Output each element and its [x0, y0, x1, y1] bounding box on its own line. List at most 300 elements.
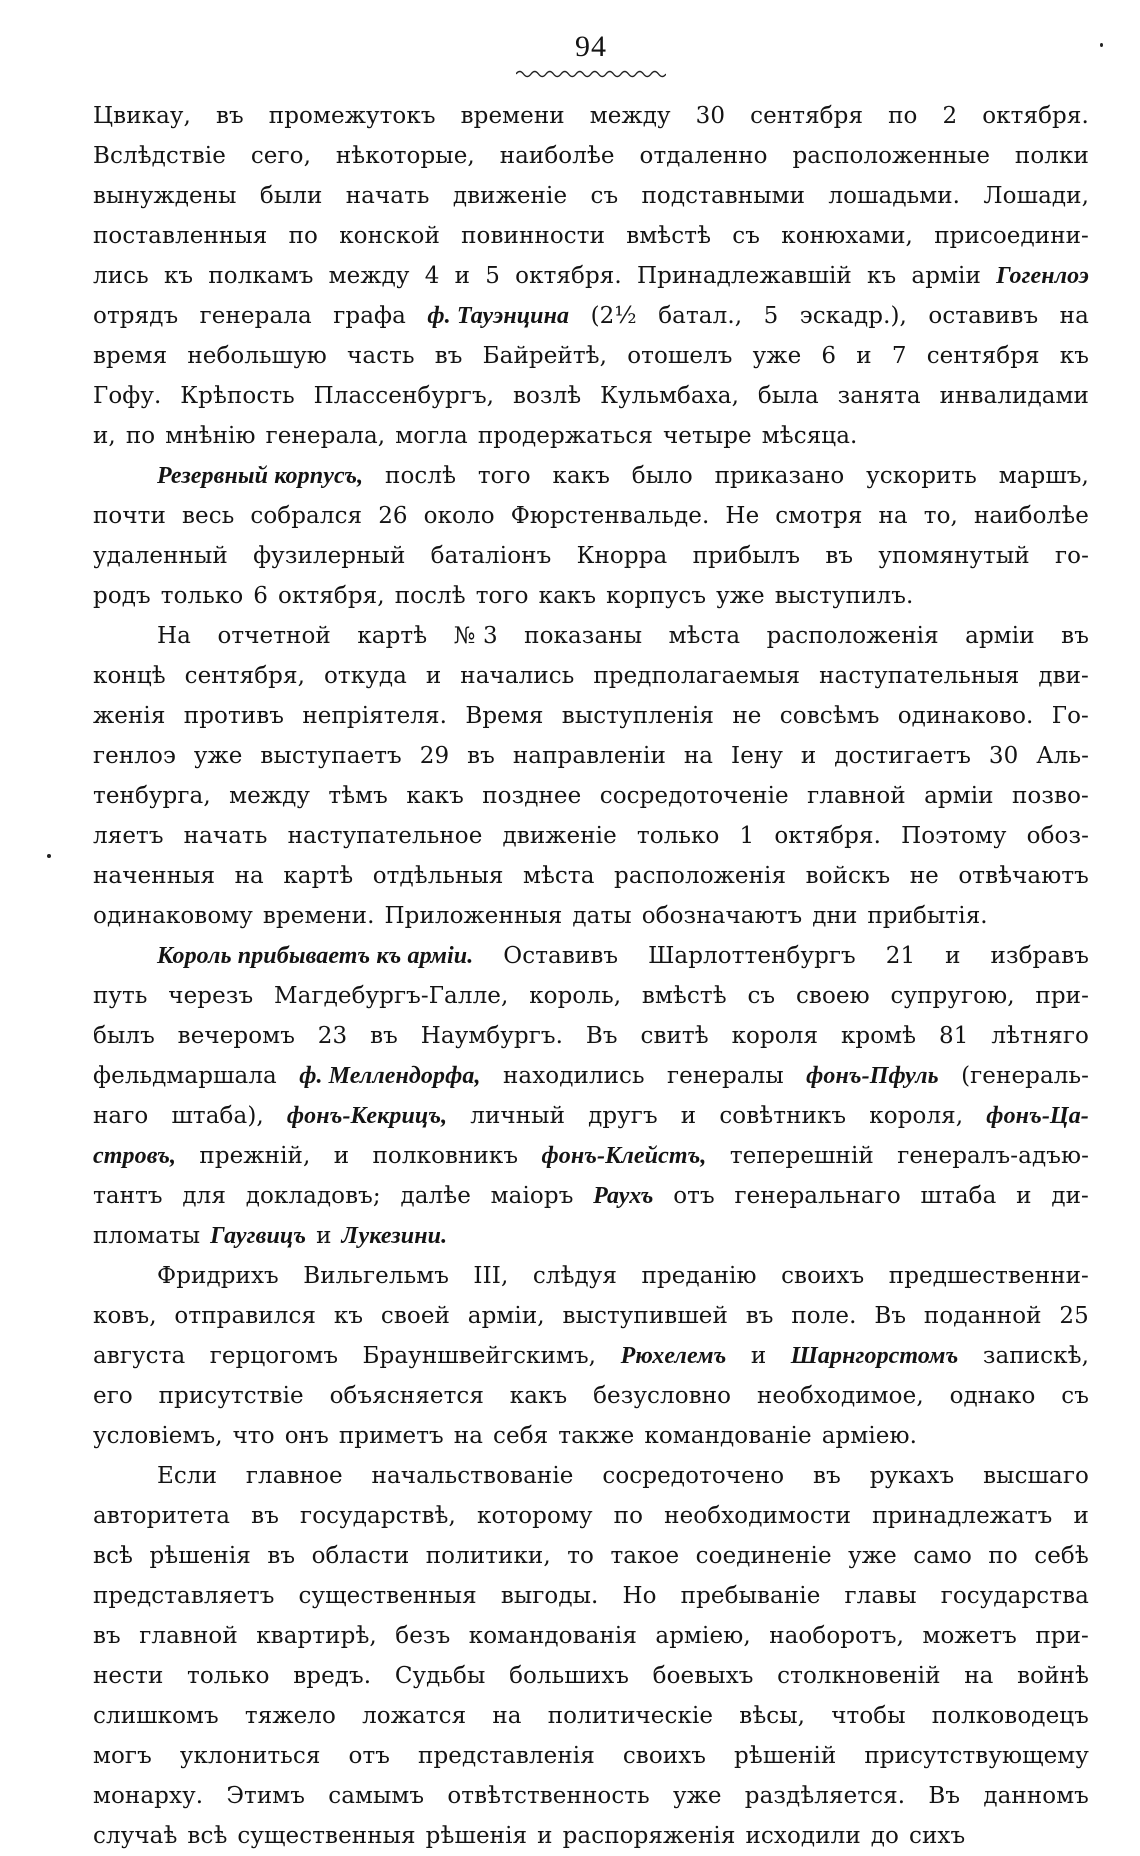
word: концѣ — [93, 663, 166, 689]
word: отвѣчаютъ — [958, 863, 1089, 889]
word: наченныя — [93, 863, 216, 889]
word: вынуждены — [93, 183, 237, 209]
paragraph — [93, 936, 1089, 1256]
word: арміею, — [655, 1623, 751, 1649]
text-line — [93, 336, 1089, 376]
text-line — [93, 376, 1089, 416]
word: отвѣтственность — [447, 1783, 650, 1809]
word: присутствующему — [864, 1743, 1089, 1769]
text-line — [93, 296, 1089, 336]
word: одинаковому — [93, 903, 253, 929]
word: съ — [747, 983, 776, 1009]
word: слишкомъ — [93, 1703, 219, 1729]
text-line — [93, 936, 1089, 976]
word: даты — [572, 903, 632, 929]
word: своихъ — [622, 1743, 707, 1769]
word: такое — [610, 1543, 680, 1569]
text-line — [93, 856, 1089, 896]
word: вѣсы, — [739, 1703, 806, 1729]
text-line — [93, 1336, 1089, 1376]
word: мѣсяца. — [761, 423, 858, 449]
word: около — [423, 503, 495, 529]
word: генералы — [666, 1063, 784, 1089]
word: государствѣ, — [300, 1503, 456, 1529]
word: и — [425, 663, 442, 689]
word: октября. — [515, 263, 622, 289]
text-line — [93, 1376, 1089, 1416]
word: по — [613, 1503, 644, 1529]
word: Наумбургъ. — [420, 1023, 564, 1049]
word: октября, — [278, 583, 385, 609]
word: подставными — [641, 183, 806, 209]
word: ложатся — [362, 1703, 467, 1729]
word: и — [316, 1223, 332, 1249]
word: и — [333, 1143, 350, 1169]
word: слѣдуя — [532, 1263, 618, 1289]
word: повинности — [461, 223, 606, 249]
word: необходимости — [664, 1503, 852, 1529]
word: рукахъ — [869, 1463, 955, 1489]
text-line — [93, 616, 1089, 656]
word: вмѣстѣ — [641, 983, 727, 1009]
word: монарху. — [93, 1783, 204, 1809]
word: Крѣпость — [180, 383, 295, 409]
word: Цвикау, — [93, 103, 191, 129]
word: промежутокъ — [268, 103, 436, 129]
word: главной — [807, 783, 906, 809]
word: продержаться — [477, 423, 653, 449]
italic-word: Раухъ — [593, 1183, 654, 1209]
word: Принадлежавшій — [637, 263, 852, 289]
text-line — [93, 256, 1089, 296]
italic-word: Резервный корпусъ, — [157, 463, 364, 489]
text-line — [93, 536, 1089, 576]
word: вечеромъ — [177, 1023, 295, 1049]
word: Брауншвейгскимъ, — [362, 1343, 597, 1369]
word: начались — [460, 663, 575, 689]
word: соединеніе — [695, 1543, 832, 1569]
word: прибылъ — [692, 543, 801, 569]
word: въ — [370, 1023, 398, 1049]
word: данномъ — [983, 1783, 1089, 1809]
word: фузилерный — [253, 543, 406, 569]
word: только — [187, 1663, 270, 1689]
text-line — [93, 96, 1089, 136]
word: полкамъ — [208, 263, 314, 289]
word: выгоды. — [500, 1583, 599, 1609]
word: распоряженія — [562, 1823, 736, 1849]
word: себѣ — [1034, 1543, 1089, 1569]
word: времени. — [262, 903, 375, 929]
word: баталіонъ — [430, 543, 552, 569]
text-line — [93, 1136, 1089, 1176]
word: почти — [93, 503, 166, 529]
word: то — [567, 1543, 594, 1569]
word: съ — [1061, 1383, 1089, 1409]
word: небольшую — [187, 343, 327, 369]
word: на — [683, 743, 714, 769]
text-line — [93, 1096, 1089, 1136]
word: войнѣ — [1017, 1663, 1089, 1689]
word: совсѣмъ — [779, 703, 880, 729]
word: удаленный — [93, 543, 228, 569]
word: авторитета — [93, 1503, 231, 1529]
word: и, — [93, 423, 116, 449]
word: на — [1059, 303, 1089, 329]
word: отдѣльныя — [372, 863, 504, 889]
word: отрядъ — [93, 303, 179, 329]
word: на — [453, 1423, 484, 1449]
word: генлоэ — [93, 743, 176, 769]
word: занята — [837, 383, 921, 409]
word: нѣкоторые, — [335, 143, 475, 169]
text-line — [93, 816, 1089, 856]
word: батал., — [658, 303, 743, 329]
paragraph — [93, 456, 1089, 616]
word: Поэтому — [901, 823, 1007, 849]
word: по — [988, 1543, 1018, 1569]
text-line — [93, 136, 1089, 176]
word: могъ — [93, 1743, 152, 1769]
word: нести — [93, 1663, 164, 1689]
paragraph — [93, 1256, 1089, 1456]
word: позднее — [482, 783, 582, 809]
word: послѣ — [394, 583, 466, 609]
word: На — [157, 623, 191, 649]
word: при- — [1035, 983, 1089, 1009]
word: въ — [1061, 623, 1089, 649]
word: государства — [940, 1583, 1089, 1609]
word: откуда — [323, 663, 407, 689]
word: столкновеній — [777, 1663, 941, 1689]
word: Гофу. — [93, 383, 162, 409]
word: оставивъ — [928, 303, 1039, 329]
word: какъ — [552, 463, 610, 489]
word: какъ — [406, 783, 464, 809]
word: къ — [867, 263, 897, 289]
word: далѣе — [400, 1183, 471, 1209]
word: арміи — [924, 783, 994, 809]
word: уже — [193, 743, 243, 769]
word: и — [800, 743, 817, 769]
word: король, — [529, 983, 622, 1009]
text-line — [93, 176, 1089, 216]
word: часть — [347, 343, 415, 369]
word: могла — [395, 423, 468, 449]
word: рѣшенія — [149, 1543, 251, 1569]
word: эскадр.), — [799, 303, 907, 329]
word: существенныя — [298, 1583, 477, 1609]
word: лись — [93, 263, 149, 289]
word: своей — [380, 1303, 450, 1329]
word: и — [1016, 1183, 1032, 1209]
word: того — [475, 583, 529, 609]
word: противъ — [183, 703, 285, 729]
word: по — [125, 423, 156, 449]
word: необходимое, — [756, 1383, 924, 1409]
word: полководецъ — [931, 1703, 1089, 1729]
word: политики, — [425, 1543, 551, 1569]
word: 5 — [763, 303, 779, 329]
italic-word: Король прибываетъ къ арміи. — [157, 943, 474, 969]
word: и — [537, 1823, 553, 1849]
text-line — [93, 416, 1089, 456]
text-line — [93, 776, 1089, 816]
wavy-rule-ornament — [516, 68, 666, 80]
word: мѣста — [668, 623, 741, 649]
italic-word: Шарнгорстомъ — [790, 1343, 959, 1369]
text-line — [93, 976, 1089, 1016]
word: лошадьми. — [828, 183, 961, 209]
word: къ — [333, 1303, 364, 1329]
word: однако — [949, 1383, 1036, 1409]
word: инвалидами — [939, 383, 1089, 409]
word: 4 — [424, 263, 440, 289]
word: какъ — [538, 583, 597, 609]
word: го- — [1054, 543, 1089, 569]
word: тѣмъ — [328, 783, 388, 809]
book-page — [93, 0, 1089, 1849]
word: генерала — [199, 303, 312, 329]
word: поданной — [923, 1303, 1042, 1329]
word: на — [964, 1663, 994, 1689]
paragraph — [93, 96, 1089, 456]
word: безусловно — [593, 1383, 732, 1409]
word: до — [870, 1823, 899, 1849]
word: которому — [476, 1503, 593, 1529]
word: 5 — [485, 263, 500, 289]
word: вредъ. — [293, 1663, 372, 1689]
word: весь — [181, 503, 235, 529]
text-line — [93, 1176, 1089, 1216]
word: отдаленно — [639, 143, 768, 169]
word: 26 — [378, 503, 408, 529]
text-line — [93, 456, 1089, 496]
word: отправился — [174, 1303, 317, 1329]
word: (2½ — [590, 303, 637, 329]
word: Магдебургъ-Галле, — [273, 983, 509, 1009]
word: конской — [339, 223, 440, 249]
word: Аль- — [1036, 743, 1089, 769]
text-line — [93, 736, 1089, 776]
word: сосредоточеніе — [599, 783, 789, 809]
word: выступилъ. — [774, 583, 914, 609]
word: отъ — [673, 1183, 715, 1209]
word: пломаты — [93, 1223, 201, 1249]
text-line — [93, 1616, 1089, 1656]
word: уже — [752, 343, 802, 369]
word: ускорить — [866, 463, 977, 489]
word: № 3 — [453, 623, 498, 649]
italic-word: стровъ, — [93, 1143, 177, 1169]
word: къ — [1059, 343, 1089, 369]
word: само — [913, 1543, 972, 1569]
word: III, — [473, 1263, 509, 1289]
text-line — [93, 696, 1089, 736]
word: супругою, — [890, 983, 1015, 1009]
word: расположенія — [766, 623, 939, 649]
word: онъ — [284, 1423, 329, 1449]
text-line — [93, 656, 1089, 696]
word: Не — [725, 503, 760, 529]
word: арміею. — [821, 1423, 918, 1449]
word: 29 — [419, 743, 450, 769]
word: поле. — [791, 1303, 857, 1329]
word: личный — [470, 1103, 565, 1129]
word: большихъ — [509, 1663, 630, 1689]
text-line — [93, 1696, 1089, 1736]
word: сосредоточено — [602, 1463, 785, 1489]
italic-word: фонъ-Клейстъ, — [541, 1143, 707, 1169]
word: маіоръ — [490, 1183, 574, 1209]
word: самымъ — [328, 1783, 425, 1809]
word: отчетной — [217, 623, 331, 649]
word: боевыхъ — [652, 1663, 754, 1689]
word: находились — [502, 1063, 645, 1089]
word: квартирѣ, — [256, 1623, 377, 1649]
word: путь — [93, 983, 148, 1009]
word: исходили — [745, 1823, 861, 1849]
word: докладовъ; — [245, 1183, 381, 1209]
word: только — [160, 583, 244, 609]
word: своихъ — [781, 1263, 865, 1289]
word: и — [680, 1103, 697, 1129]
word: сентября — [926, 343, 1040, 369]
word: по — [888, 103, 918, 129]
word: Приложенныя — [384, 903, 563, 929]
word: также — [558, 1423, 635, 1449]
word: прежній, — [199, 1143, 311, 1169]
word: прибытія. — [867, 903, 988, 929]
word: корпусъ — [606, 583, 707, 609]
word: между — [589, 103, 671, 129]
word: направленіи — [512, 743, 666, 769]
word: ди- — [1051, 1183, 1089, 1209]
word: сихъ — [908, 1823, 966, 1849]
word: картѣ — [283, 863, 354, 889]
word: Въ — [585, 1023, 618, 1049]
word: и — [750, 1343, 767, 1369]
word: главы — [844, 1583, 917, 1609]
word: сего, — [250, 143, 312, 169]
word: расположенія — [614, 863, 787, 889]
word: запискѣ, — [982, 1343, 1089, 1369]
word: движеніе — [452, 183, 568, 209]
word: того — [477, 463, 531, 489]
word: на — [492, 1703, 522, 1729]
word: и — [1073, 1503, 1089, 1529]
paragraph — [93, 1456, 1089, 1856]
word: въ — [745, 1303, 774, 1329]
word: съ — [732, 223, 761, 249]
word: полковникъ — [372, 1143, 519, 1169]
word: при- — [1035, 1623, 1089, 1649]
word: отъ — [348, 1743, 391, 1769]
word: командованія — [468, 1623, 637, 1649]
word: непріятеля. — [302, 703, 448, 729]
word: октября. — [982, 103, 1089, 129]
word: времени — [460, 103, 565, 129]
word: между — [229, 783, 310, 809]
word: его — [93, 1383, 133, 1409]
word: штаба — [920, 1183, 997, 1209]
word: наиболѣе — [973, 503, 1089, 529]
word: было — [631, 463, 693, 489]
word: выступившей — [562, 1303, 728, 1329]
word: присутствіе — [158, 1383, 304, 1409]
paragraph — [93, 616, 1089, 936]
word: герцогомъ — [209, 1343, 339, 1369]
word: случаѣ — [93, 1823, 178, 1849]
word: Шарлоттенбургъ — [648, 943, 856, 969]
word: въ — [813, 1463, 841, 1489]
word: 1 — [739, 823, 755, 849]
word: возлѣ — [512, 383, 582, 409]
text-line — [93, 1216, 1089, 1256]
page-number: 94 — [575, 30, 607, 63]
word: 6 — [821, 343, 837, 369]
word: время — [93, 343, 168, 369]
word: маршъ, — [998, 463, 1089, 489]
word: женія — [93, 703, 166, 729]
word: Этимъ — [226, 1783, 306, 1809]
text-line — [93, 1256, 1089, 1296]
word: дви- — [1038, 663, 1089, 689]
word: области — [311, 1543, 410, 1569]
word: условіемъ, — [93, 1423, 223, 1449]
word: представляетъ — [93, 1583, 275, 1609]
word: 2 — [942, 103, 958, 129]
word: въ — [215, 103, 244, 129]
word: избравъ — [990, 943, 1089, 969]
word: командованіе — [644, 1423, 812, 1449]
word: не — [732, 703, 762, 729]
word: короля — [731, 1023, 819, 1049]
text-line — [93, 1536, 1089, 1576]
word: черезъ — [168, 983, 254, 1009]
text-line — [93, 576, 1089, 616]
page-header — [93, 30, 1089, 85]
word: наго — [93, 1103, 149, 1129]
italic-word: Гогенлоэ — [996, 263, 1089, 289]
word: начальствованіе — [371, 1463, 574, 1489]
word: войскъ — [805, 863, 891, 889]
word: сентября, — [184, 663, 306, 689]
word: на — [234, 863, 264, 889]
word: генералъ-адъю- — [897, 1143, 1089, 1169]
word: преданію — [641, 1263, 757, 1289]
word: Въ — [928, 1783, 961, 1809]
word: уклониться — [179, 1743, 321, 1769]
word: между — [328, 263, 410, 289]
word: (генераль- — [961, 1063, 1089, 1089]
word: лѣтняго — [991, 1023, 1089, 1049]
italic-word: ф. Тауэнцина — [427, 303, 570, 329]
word: наоборотъ, — [769, 1623, 905, 1649]
word: тантъ — [93, 1183, 163, 1209]
text-line — [93, 1736, 1089, 1776]
word: что — [232, 1423, 275, 1449]
word: 30 — [988, 743, 1019, 769]
word: своею — [795, 983, 870, 1009]
word: сентября — [750, 103, 864, 129]
word: мѣста — [522, 863, 595, 889]
word: чтобы — [831, 1703, 906, 1729]
word: отошелъ — [627, 343, 733, 369]
body-text — [93, 96, 1089, 1856]
word: въ — [434, 343, 463, 369]
word: приказано — [714, 463, 845, 489]
